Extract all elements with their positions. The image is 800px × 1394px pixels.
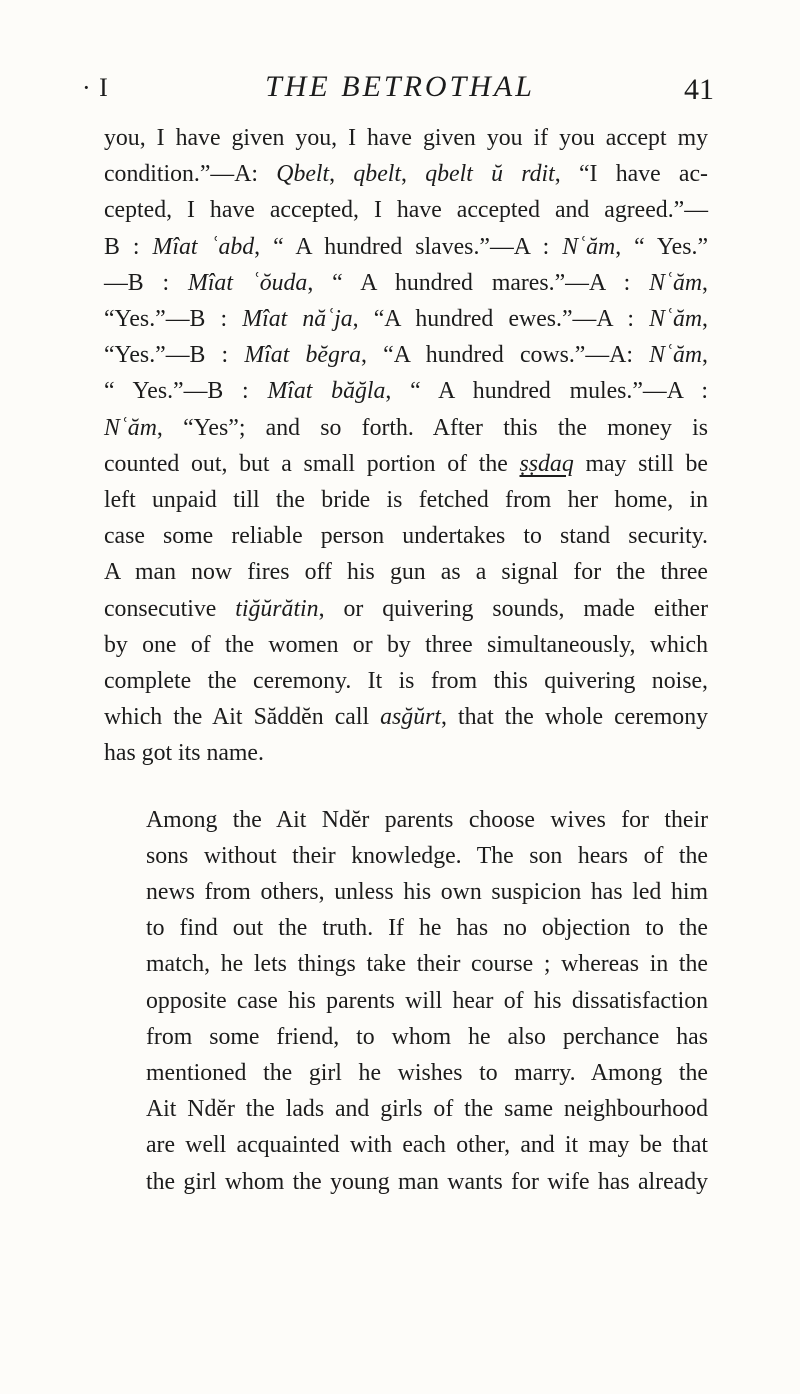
running-title: THE BETROTHAL (265, 70, 535, 103)
text-line: cepted, I have accepted, I have accepted and agreed.”— (104, 197, 708, 224)
paragraph-1 (104, 120, 708, 772)
text-line: you, I have given you, I have given you if you accept my (104, 125, 708, 151)
chapter-numeral: · I (82, 73, 109, 102)
paragraph-2 (104, 802, 708, 1200)
text-line: are well acquainted with each other, and it may be that (146, 1132, 708, 1159)
text-line: —B : Mîat ʿŏuda, “ A hundred mares.”—A : Nʿăm, (104, 269, 708, 296)
text-line: “Yes.”—B : Mîat bĕgra, “A hundred cows.”—A: Nʿăm, (104, 342, 708, 369)
body-text (104, 120, 708, 1200)
text-line: case some reliable person undertakes to stand security. (104, 523, 708, 550)
text-line: by one of the women or by three simultaneously, which (104, 631, 708, 658)
text-line: match, he lets things take their course ; whereas in the (146, 951, 708, 978)
text-line: opposite case his parents will hear of his dissatisfaction (146, 987, 708, 1014)
text-line: news from others, unless his own suspicion has led him (146, 879, 708, 906)
text-line: condition.”—A: Qbelt, qbelt, qbelt ŭ rdit, “I have ac- (104, 161, 708, 188)
running-header (0, 70, 800, 110)
text-line: consecutive tiğŭrătin, or quivering sounds, made either (104, 595, 708, 622)
text-line: “ Yes.”—B : Mîat băğla, “ A hundred mules.”—A : (104, 378, 708, 405)
text-line: the girl whom the young man wants for wife has already (146, 1168, 708, 1195)
text-line: complete the ceremony. It is from this quivering noise, (104, 668, 708, 695)
text-line: which the Ait Săddĕn call asğŭrt, that the whole ceremony (104, 704, 708, 731)
text-line: Ait Ndĕr the lads and girls of the same neighbourhood (146, 1096, 708, 1123)
text-line: B : Mîat ʿabd, “ A hundred slaves.”—A : Nʿăm, “ Yes.” (104, 233, 709, 260)
text-line: counted out, but a small portion of the ṣṣdaq may still be (104, 450, 708, 477)
text-line: sons without their knowledge. The son hears of the (146, 842, 708, 869)
page-number: 41 (684, 73, 714, 106)
text-line: A man now fires off his gun as a signal for the three (104, 559, 708, 586)
text-line: left unpaid till the bride is fetched from her home, in (104, 487, 708, 514)
text-line: has got its name. (104, 740, 264, 767)
text-line: to find out the truth. If he has no objection to the (146, 915, 708, 942)
text-line: Nʿăm, “Yes”; and so forth. After this the money is (104, 414, 708, 441)
text-line: mentioned the girl he wishes to marry. Among the (146, 1060, 708, 1087)
text-line: Among the Ait Ndĕr parents choose wives for their (146, 806, 708, 833)
text-line: “Yes.”—B : Mîat năʿja, “A hundred ewes.”—A : Nʿăm, (104, 306, 708, 333)
text-line: from some friend, to whom he also perchance has (146, 1023, 708, 1050)
